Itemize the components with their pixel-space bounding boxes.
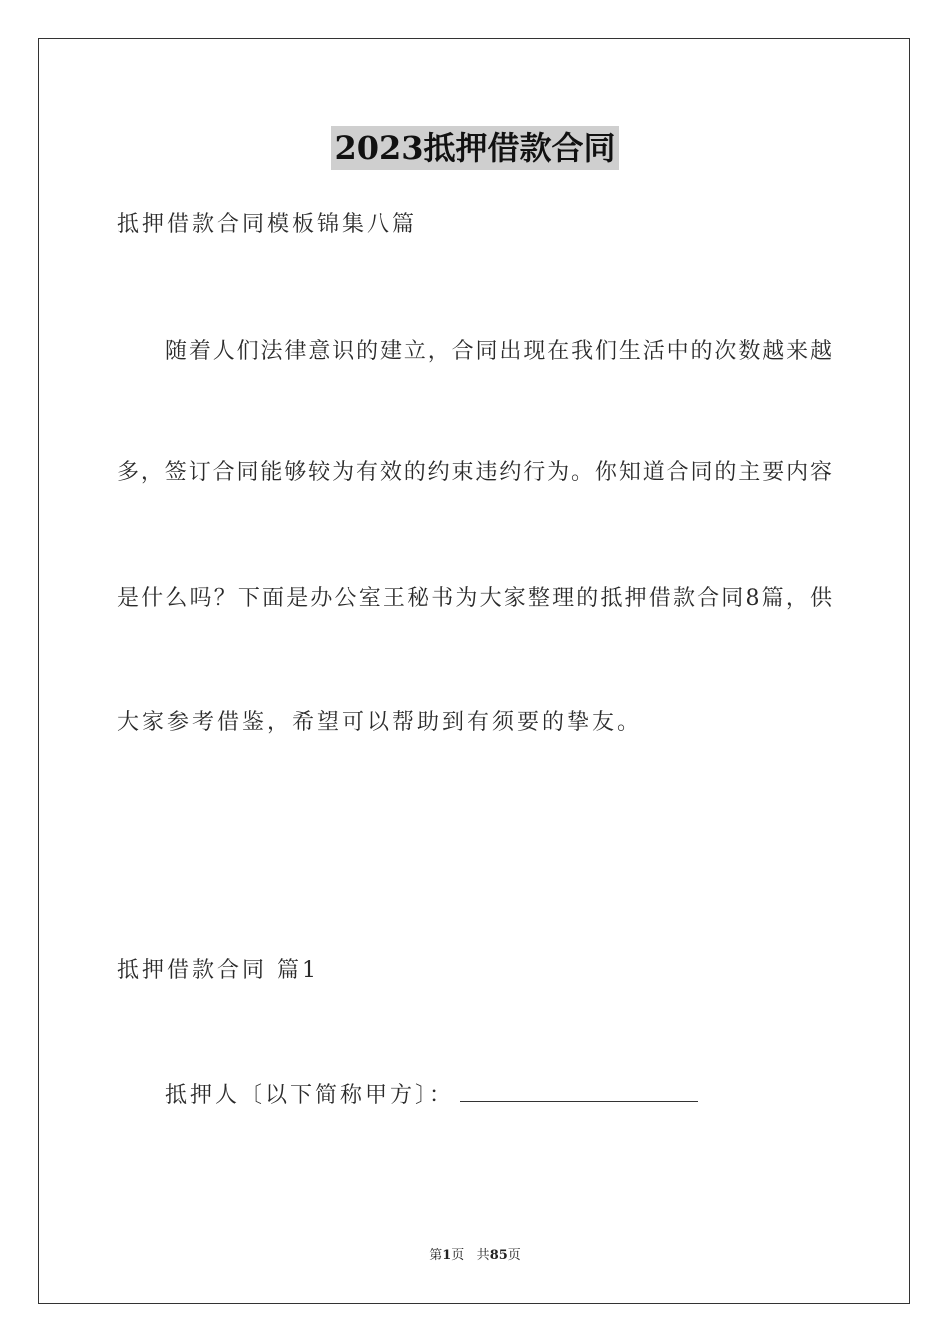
document-title-wrap [0,126,950,176]
document-subtitle: 抵押借款合同模板锦集八篇 [117,212,418,237]
section-heading: 抵押借款合同 篇1 [117,958,319,983]
footer-total-suffix: 页 [507,1248,521,1263]
document-title: 2023抵押借款合同 [331,126,618,170]
paragraph-line-3: 是什么吗？下面是办公室王秘书为大家整理的抵押借款合同8篇，供 [117,586,833,611]
mortgagor-field-label: 抵押人〔以下简称甲方〕： [165,1083,455,1108]
footer-page-suffix: 页 [451,1248,465,1263]
paragraph-line-4: 大家参考借鉴，希望可以帮助到有须要的挚友。 [117,710,643,735]
mortgagor-blank-line [460,1081,698,1102]
footer-total-prefix: 共 [476,1248,490,1263]
footer-page-number: 1 [442,1248,452,1263]
page-footer [0,1247,950,1265]
paragraph-line-2: 多，签订合同能够较为有效的约束违约行为。你知道合同的主要内容 [117,460,833,485]
mortgagor-field [165,1081,698,1111]
footer-page-prefix: 第 [429,1248,443,1263]
paragraph-line-1: 随着人们法律意识的建立，合同出现在我们生活中的次数越来越 [165,339,833,364]
footer-total-pages: 85 [489,1248,508,1263]
